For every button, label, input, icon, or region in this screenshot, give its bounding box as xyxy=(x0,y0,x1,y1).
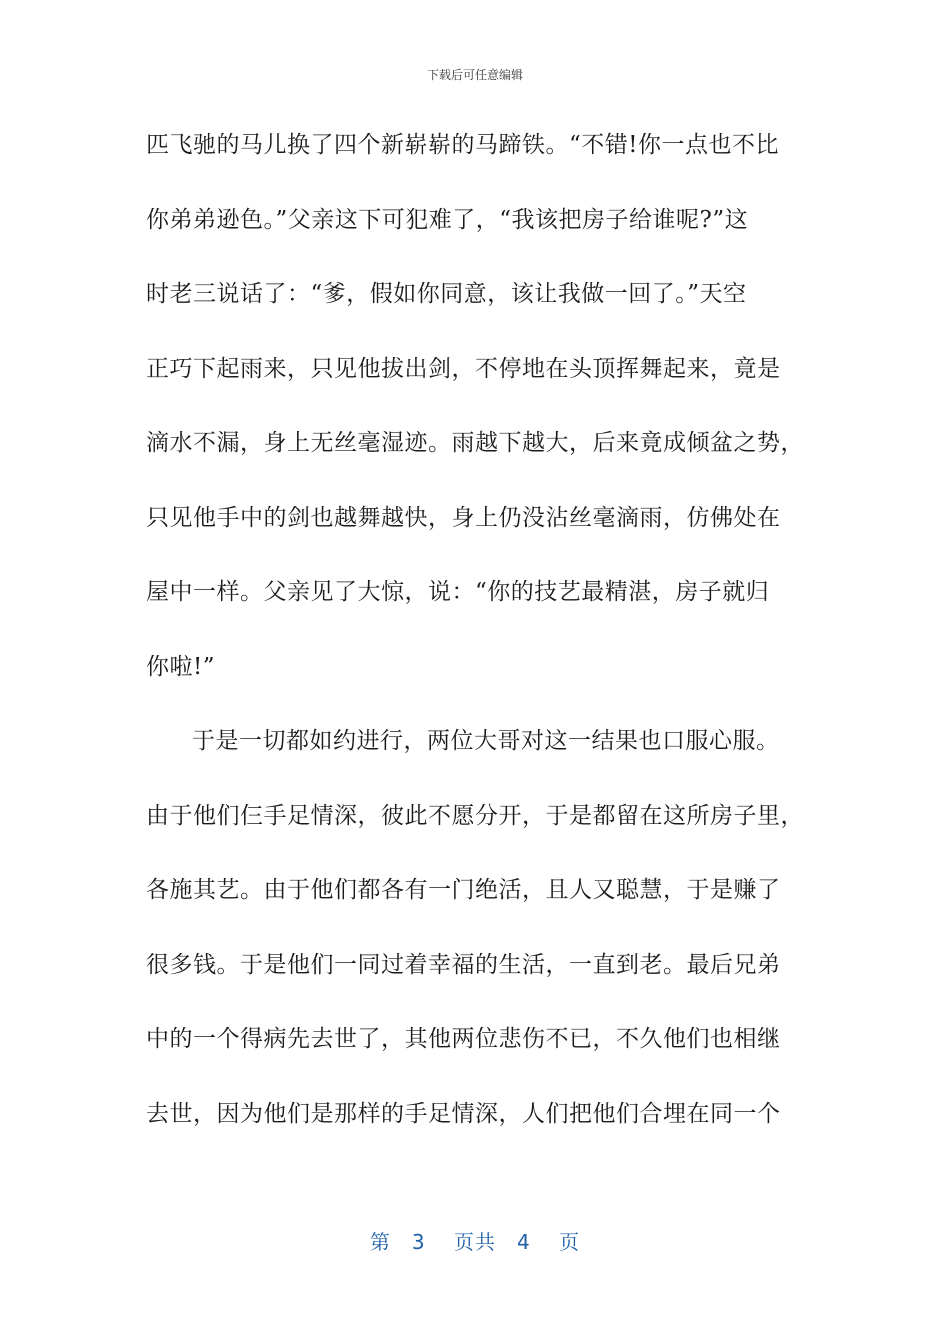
text-line: 你弟弟逊色。”父亲这下可犯难了，“我该把房子给谁呢?”这 xyxy=(146,206,749,233)
page-number-footer: 第 3 页共 4 页 xyxy=(369,1230,581,1254)
text-line: 你啦!” xyxy=(146,653,216,680)
text-line: 很多钱。于是他们一同过着幸福的生活，一直到老。最后兄弟 xyxy=(146,951,781,978)
text-line: 于是一切都如约进行，两位大哥对这一结果也口服心服。 xyxy=(192,728,780,754)
document-body xyxy=(146,118,806,1161)
text-line: 只见他手中的剑也越舞越快，身上仍没沾丝毫滴雨，仿佛处在 xyxy=(146,504,781,531)
header-note: 下载后可任意编辑 xyxy=(426,68,523,82)
text-line: 匹飞驰的马儿换了四个新崭崭的马蹄铁。“不错!你一点也不比 xyxy=(146,132,780,158)
text-line: 由于他们仨手足情深，彼此不愿分开，于是都留在这所房子里， xyxy=(146,802,804,829)
text-line: 屋中一样。父亲见了大惊，说：“你的技艺最精湛，房子就归 xyxy=(146,579,770,605)
text-line: 去世，因为他们是那样的手足情深，人们把他们合埋在同一个 xyxy=(146,1100,781,1127)
text-line: 各施其艺。由于他们都各有一门绝活，且人又聪慧，于是赚了 xyxy=(146,877,781,903)
text-line: 中的一个得病先去世了，其他两位悲伤不已，不久他们也相继 xyxy=(146,1026,781,1052)
text-line: 时老三说话了：“爹，假如你同意，该让我做一回了。”天空 xyxy=(146,281,747,307)
text-line: 滴水不漏，身上无丝毫湿迹。雨越下越大，后来竟成倾盆之势， xyxy=(146,430,804,456)
text-line: 正巧下起雨来，只见他拔出剑，不停地在头顶挥舞起来，竟是 xyxy=(146,355,781,382)
